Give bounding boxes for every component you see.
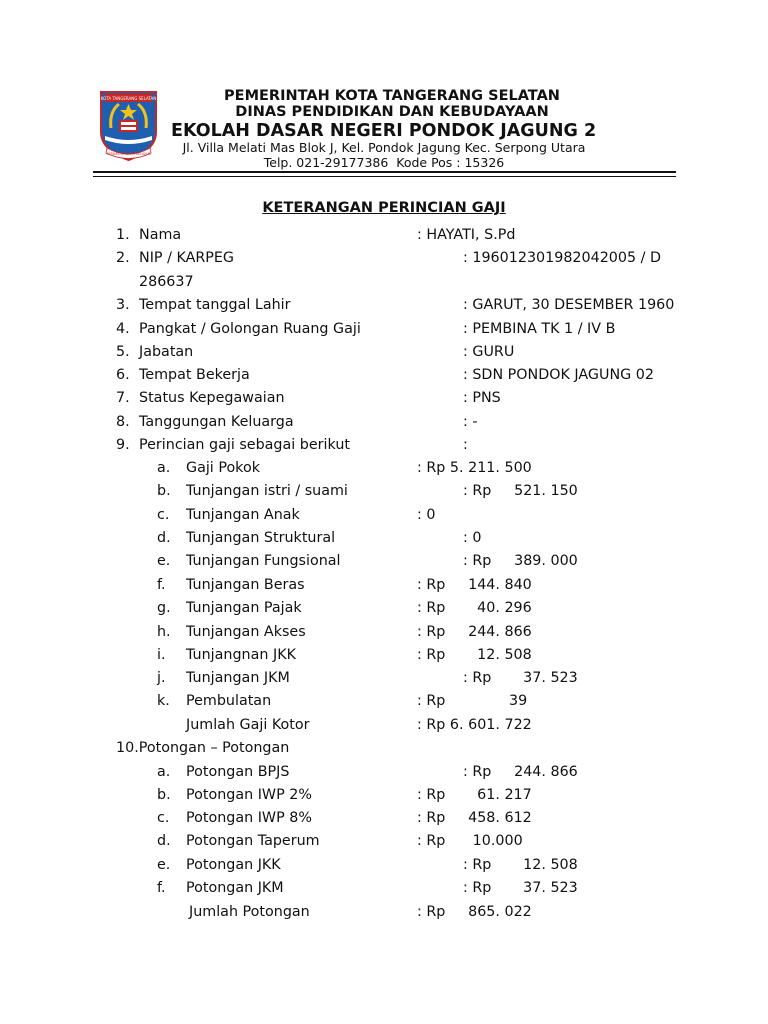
letterhead-address: Jl. Villa Melati Mas Blok J, Kel. Pondok Jagung Kec. Serpong Utara [182, 140, 586, 155]
item-label-nip: NIP / KARPEG [139, 250, 235, 266]
item-value-nip: : 196012301982042005 / D [463, 250, 662, 266]
sub-letter: b. [157, 787, 171, 803]
deduction-value: : Rp 61. 217 [417, 787, 532, 803]
salary-value: : Rp 39 [417, 693, 528, 709]
salary-value: : Rp 12. 508 [417, 647, 532, 663]
document-title: KETERANGAN PERINCIAN GAJI [262, 200, 506, 216]
sub-letter: e. [157, 857, 171, 873]
item-number: 7. [116, 390, 130, 406]
item-number: 8. [116, 414, 130, 430]
letterhead-divider-thin [93, 176, 676, 177]
item-number: 6. [116, 367, 130, 383]
sub-letter: c. [157, 507, 170, 523]
logo-text-bottom: CERDAS MODERN RELIGIUS [106, 152, 151, 156]
item-value-workplace: : SDN PONDOK JAGUNG 02 [463, 367, 654, 383]
salary-value: : Rp 40. 296 [417, 600, 532, 616]
salary-value: : Rp 5. 211. 500 [417, 460, 532, 476]
salary-value: : Rp 389. 000 [463, 553, 578, 569]
salary-value: : 0 [417, 507, 436, 523]
deductions-heading: 10.Potongan – Potongan [116, 740, 290, 756]
deduction-value: : Rp 10.000 [417, 833, 523, 849]
gross-total-label: Jumlah Gaji Kotor [186, 717, 310, 733]
letterhead-school-name: EKOLAH DASAR NEGERI PONDOK JAGUNG 2 [171, 121, 597, 141]
item-label-workplace: Tempat Bekerja [139, 367, 250, 383]
item-label-rank: Pangkat / Golongan Ruang Gaji [139, 321, 361, 337]
salary-label: Tunjangan istri / suami [186, 483, 348, 499]
deduction-label: Potongan JKM [186, 880, 284, 896]
item-number: 2. [116, 250, 130, 266]
sub-letter: f. [157, 577, 166, 593]
logo-text-top: KOTA TANGERANG SELATAN [100, 96, 157, 101]
deduction-label: Potongan IWP 8% [186, 810, 312, 826]
item-value-dependents: : - [463, 414, 478, 430]
item-label-dependents: Tanggungan Keluarga [139, 414, 294, 430]
salary-label: Tunjangan Beras [186, 577, 305, 593]
deduction-value: : Rp 37. 523 [463, 880, 578, 896]
item-label-name: Nama [139, 227, 182, 243]
item-number: 3. [116, 297, 130, 313]
sub-letter: a. [157, 460, 171, 476]
sub-letter: c. [157, 810, 170, 826]
item-value-karpeg: 286637 [139, 274, 194, 290]
sub-letter: d. [157, 530, 171, 546]
sub-letter: h. [157, 624, 171, 640]
deduction-label: Potongan JKK [186, 857, 281, 873]
deduction-total-label: Jumlah Potongan [189, 904, 310, 920]
deduction-value: : Rp 458. 612 [417, 810, 532, 826]
item-value-birth: : GARUT, 30 DESEMBER 1960 [463, 297, 675, 313]
item-value-position: : GURU [463, 344, 515, 360]
salary-label: Tunjangan Pajak [186, 600, 302, 616]
salary-label: Tunjangan Akses [186, 624, 306, 640]
salary-value: : Rp 244. 866 [417, 624, 532, 640]
sub-letter: k. [157, 693, 170, 709]
salary-label: Tunjangan JKM [186, 670, 290, 686]
sub-letter: i. [157, 647, 166, 663]
salary-label: Tunjangan Struktural [186, 530, 336, 546]
salary-label: Tunjangan Anak [186, 507, 300, 523]
sub-letter: f. [157, 880, 166, 896]
sub-letter: d. [157, 833, 171, 849]
salary-label: Gaji Pokok [186, 460, 260, 476]
sub-letter: b. [157, 483, 171, 499]
item-label-salary-breakdown: Perincian gaji sebagai berikut [139, 437, 351, 453]
item-number: 1. [116, 227, 130, 243]
sub-letter: g. [157, 600, 171, 616]
item-value-salary-breakdown: : [463, 437, 468, 453]
item-value-status: : PNS [463, 390, 501, 406]
item-label-status: Status Kepegawaian [139, 390, 285, 406]
salary-value: : Rp 521. 150 [463, 483, 578, 499]
letterhead-phone: Telp. 021-29177386 Kode Pos : 15326 [263, 155, 505, 170]
item-label-birth: Tempat tanggal Lahir [139, 297, 291, 313]
letterhead-department: DINAS PENDIDIKAN DAN KEBUDAYAAN [235, 104, 549, 120]
salary-value: : Rp 37. 523 [463, 670, 578, 686]
salary-label: Pembulatan [186, 693, 272, 709]
sub-letter: e. [157, 553, 171, 569]
item-label-position: Jabatan [139, 344, 194, 360]
item-number: 4. [116, 321, 130, 337]
salary-value: : 0 [463, 530, 482, 546]
letterhead-divider-thick [93, 171, 676, 173]
sub-letter: a. [157, 764, 171, 780]
gross-total-value: : Rp 6. 601. 722 [417, 717, 532, 733]
item-number: 5. [116, 344, 130, 360]
letterhead-government: PEMERINTAH KOTA TANGERANG SELATAN [224, 88, 560, 104]
deduction-label: Potongan IWP 2% [186, 787, 312, 803]
deduction-label: Potongan BPJS [186, 764, 290, 780]
deduction-value: : Rp 244. 866 [463, 764, 578, 780]
deduction-value: : Rp 12. 508 [463, 857, 578, 873]
salary-value: : Rp 144. 840 [417, 577, 532, 593]
salary-label: Tunjangan Fungsional [186, 553, 341, 569]
deduction-total-value: : Rp 865. 022 [417, 904, 532, 920]
item-value-rank: : PEMBINA TK 1 / IV B [463, 321, 616, 337]
item-number: 9. [116, 437, 130, 453]
item-value-name: : HAYATI, S.Pd [417, 227, 516, 243]
deduction-label: Potongan Taperum [186, 833, 320, 849]
salary-label: Tunjangnan JKK [186, 647, 296, 663]
sub-letter: j. [157, 670, 166, 686]
